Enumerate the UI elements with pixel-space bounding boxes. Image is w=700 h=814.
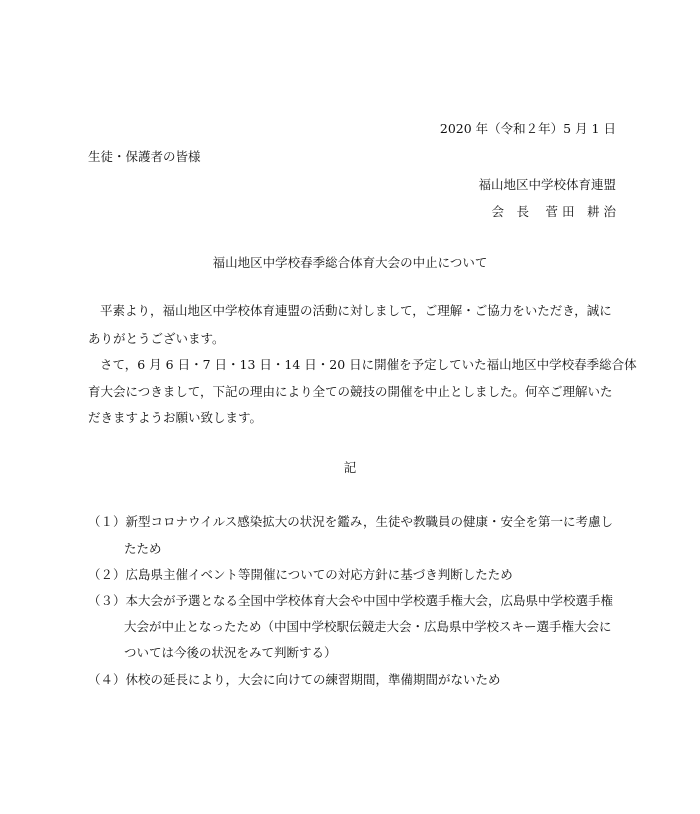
reason-1-continuation: たため: [124, 541, 162, 556]
body-paragraph-2-line-2: 育大会につきまして，下記の理由により全ての競技の開催を中止としました。何卒ご理解いた: [88, 384, 613, 399]
document-title: 福山地区中学校春季総合体育大会の中止について: [212, 255, 488, 270]
reason-number: （１）: [88, 514, 126, 529]
reason-2: [88, 569, 513, 582]
reason-3-continuation-1: 大会が中止となったため（中国中学校駅伝競走大会・広島県中学校スキー選手権大会に: [124, 619, 612, 634]
reason-text: 広島県主催イベント等開催についての対応方針に基づき判断したため: [125, 567, 513, 582]
document-date: 2020 年（令和２年）5 月 1 日: [439, 121, 616, 136]
ki-heading: 記: [343, 460, 357, 475]
body-paragraph-1-line-2: ありがとうございます。: [88, 331, 225, 346]
body-paragraph-1-line-1: 平素より，福山地区中学校体育連盟の活動に対しまして，ご理解・ご協力をいただき，誠に: [100, 303, 612, 318]
reason-3: [88, 595, 613, 608]
addressee: 生徒・保護者の皆様: [88, 149, 201, 164]
reason-3-continuation-2: ついては今後の状況をみて判断する）: [124, 645, 337, 660]
sender-officer: [492, 206, 616, 219]
sender-name: 菅 田 耕 治: [545, 204, 616, 219]
reason-4: [88, 674, 501, 687]
sender-position: 会 長: [491, 204, 530, 219]
sender-organization: 福山地区中学校体育連盟: [478, 177, 616, 192]
reason-1: [88, 516, 613, 529]
reason-number: （３）: [88, 593, 126, 608]
reason-text: 休校の延長により，大会に向けての練習期間，準備期間がないため: [125, 672, 501, 687]
reason-number: （４）: [88, 672, 126, 687]
body-paragraph-2-line-3: だきますようお願い致します。: [88, 410, 263, 425]
body-paragraph-2-line-1: さて，6 月 6 日・7 日・13 日・14 日・20 日に開催を予定していた福山地区中学校春季総合体: [100, 357, 637, 372]
reason-number: （２）: [88, 567, 126, 582]
reason-text: 新型コロナウイルス感染拡大の状況を鑑み，生徒や教職員の健康・安全を第一に考慮し: [125, 514, 614, 529]
reason-text: 本大会が予選となる全国中学校体育大会や中国中学校選手権大会，広島県中学校選手権: [125, 593, 614, 608]
